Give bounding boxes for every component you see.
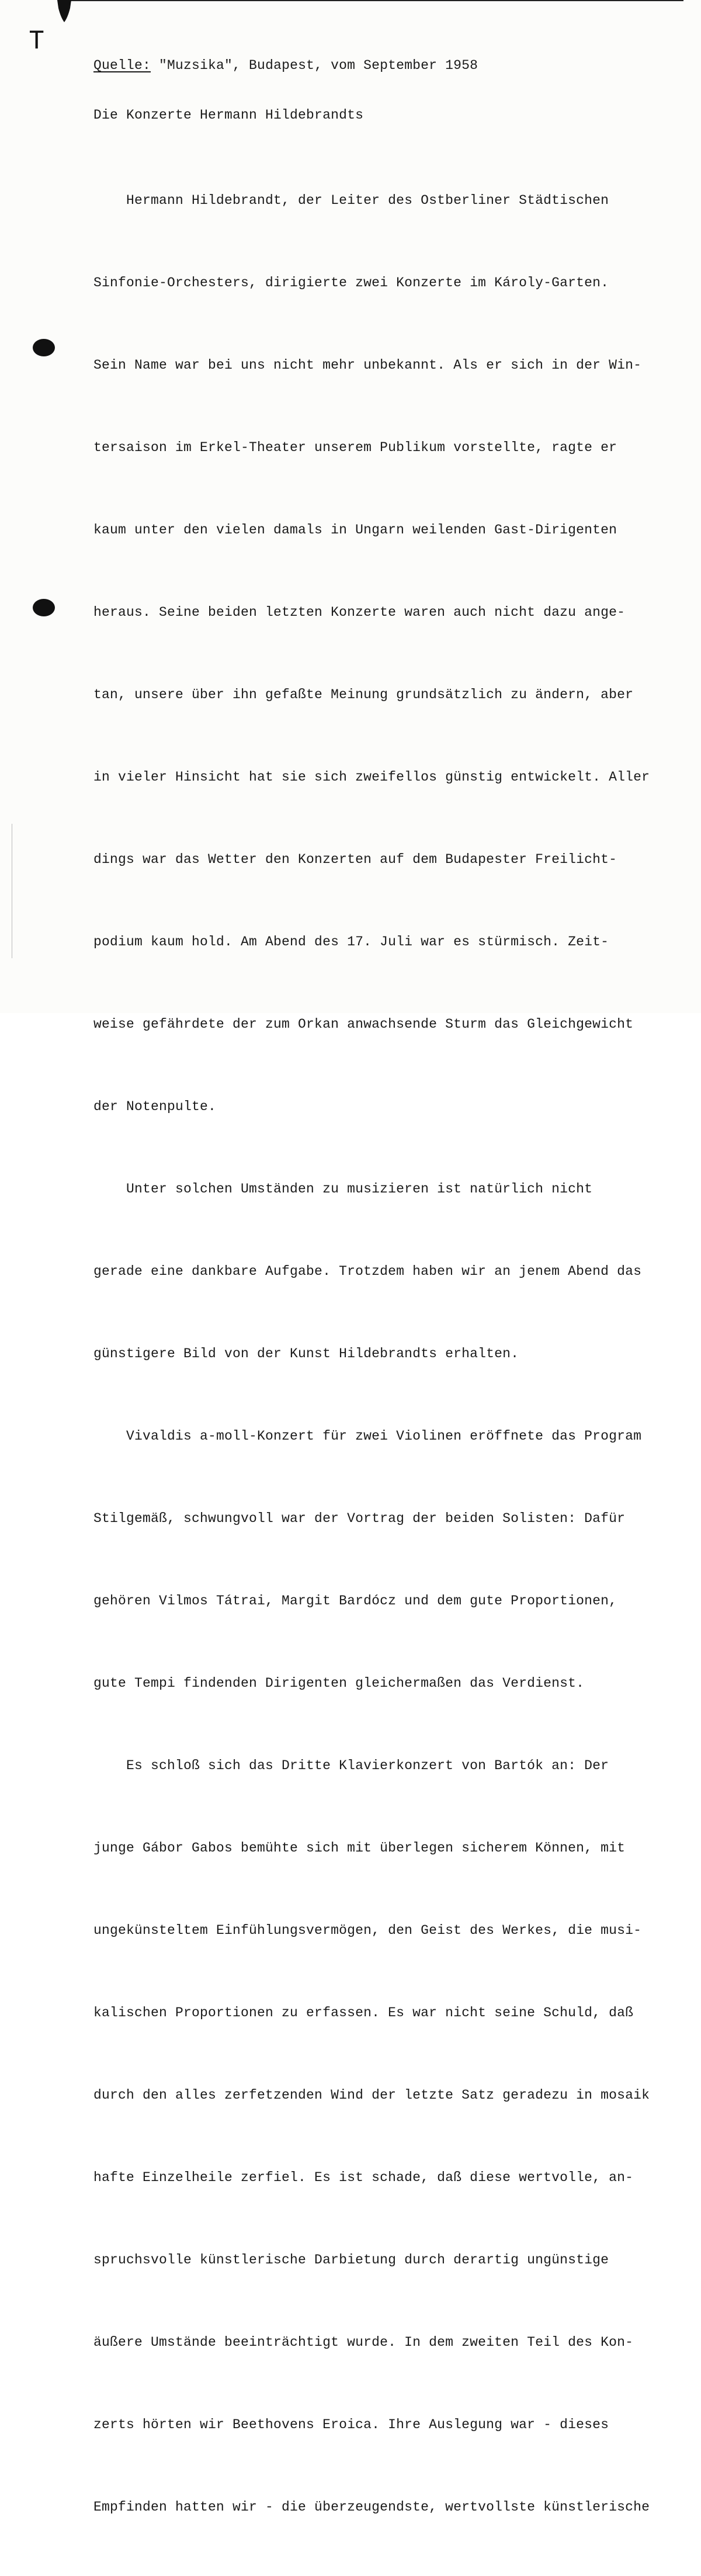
body-line: weise gefährdete der zum Orkan anwachsende Sturm das Gleichgewicht — [93, 1017, 634, 1032]
body-line: durch den alles zerfetzenden Wind der letzte Satz geradezu in mosaik — [93, 2088, 650, 2103]
body-line: tan, unsere über ihn gefaßte Meinung grundsätzlich zu ändern, aber — [93, 687, 634, 702]
body-line: heraus. Seine beiden letzten Konzerte waren auch nicht dazu ange- — [93, 605, 626, 620]
body-line: Hermann Hildebrandt, der Leiter des Ostberliner Städtischen — [93, 193, 609, 208]
body-line: Stilgemäß, schwungvoll war der Vortrag der beiden Solisten: Dafür — [93, 1511, 626, 1526]
body-line: tersaison im Erkel-Theater unserem Publikum vorstellte, ragte er — [93, 440, 617, 455]
source-text: "Muzsika", Budapest, vom September 1958 — [151, 58, 478, 73]
punch-hole-mark — [33, 599, 55, 616]
body-line: kalischen Proportionen zu erfassen. Es war nicht seine Schuld, daß — [93, 2005, 634, 2020]
article-headline: Die Konzerte Hermann Hildebrandts — [93, 108, 364, 123]
body-line: Sinfonie-Orchesters, dirigierte zwei Konzerte im Károly-Garten. — [93, 275, 609, 290]
body-line: zerts hörten wir Beethovens Eroica. Ihre Auslegung war - dieses — [93, 2417, 609, 2432]
body-line: Vivaldis a-moll-Konzert für zwei Violinen eröffnete das Program — [93, 1429, 642, 1444]
body-line: äußere Umstände beeinträchtigt wurde. In dem zweiten Teil des Kon- — [93, 2335, 634, 2350]
body-line: gehören Vilmos Tátrai, Margit Bardócz und dem gute Proportionen, — [93, 1593, 617, 1608]
body-line: der Notenpulte. — [93, 1099, 217, 1114]
body-line: Unter solchen Umständen zu musizieren ist natürlich nicht — [93, 1181, 593, 1197]
body-line: spruchsvolle künstlerische Darbietung durch derartig ungünstige — [93, 2252, 609, 2268]
ink-blot-mark — [56, 0, 72, 23]
body-line: hafte Einzelheile zerfiel. Es ist schade, daß diese wertvolle, an- — [93, 2170, 634, 2185]
body-line: günstigere Bild von der Kunst Hildebrandts erhalten. — [93, 1346, 519, 1361]
body-line: in vieler Hinsicht hat sie sich zweifellos günstig entwickelt. Aller — [93, 769, 650, 785]
body-line: Es schloß sich das Dritte Klavierkonzert von Bartók an: Der — [93, 1758, 609, 1773]
body-line: junge Gábor Gabos bemühte sich mit überlegen sicherem Können, mit — [93, 1840, 626, 1856]
body-line: podium kaum hold. Am Abend des 17. Juli war es stürmisch. Zeit- — [93, 934, 609, 949]
punch-hole-mark — [33, 339, 55, 356]
body-line: ungekünsteltem Einfühlungsvermögen, den Geist des Werkes, die musi- — [93, 1923, 642, 1938]
body-line: kaum unter den vielen damals in Ungarn weilenden Gast-Dirigenten — [93, 522, 617, 538]
top-edge-rule — [61, 0, 683, 1]
body-line: Empfinden hatten wir - die überzeugendste, wertvollste künstlerische — [93, 2499, 650, 2515]
body-line: gerade eine dankbare Aufgabe. Trotzdem haben wir an jenem Abend das — [93, 1264, 642, 1279]
page-marker: T — [29, 26, 44, 54]
source-label: Quelle: — [93, 58, 151, 73]
body-line: dings war das Wetter den Konzerten auf dem Budapester Freilicht- — [93, 852, 617, 867]
article-body — [93, 132, 701, 2576]
body-line: Sein Name war bei uns nicht mehr unbekannt. Als er sich in der Win- — [93, 358, 642, 373]
source-line — [93, 58, 701, 73]
body-line: gute Tempi findenden Dirigenten gleichermaßen das Verdienst. — [93, 1676, 585, 1691]
